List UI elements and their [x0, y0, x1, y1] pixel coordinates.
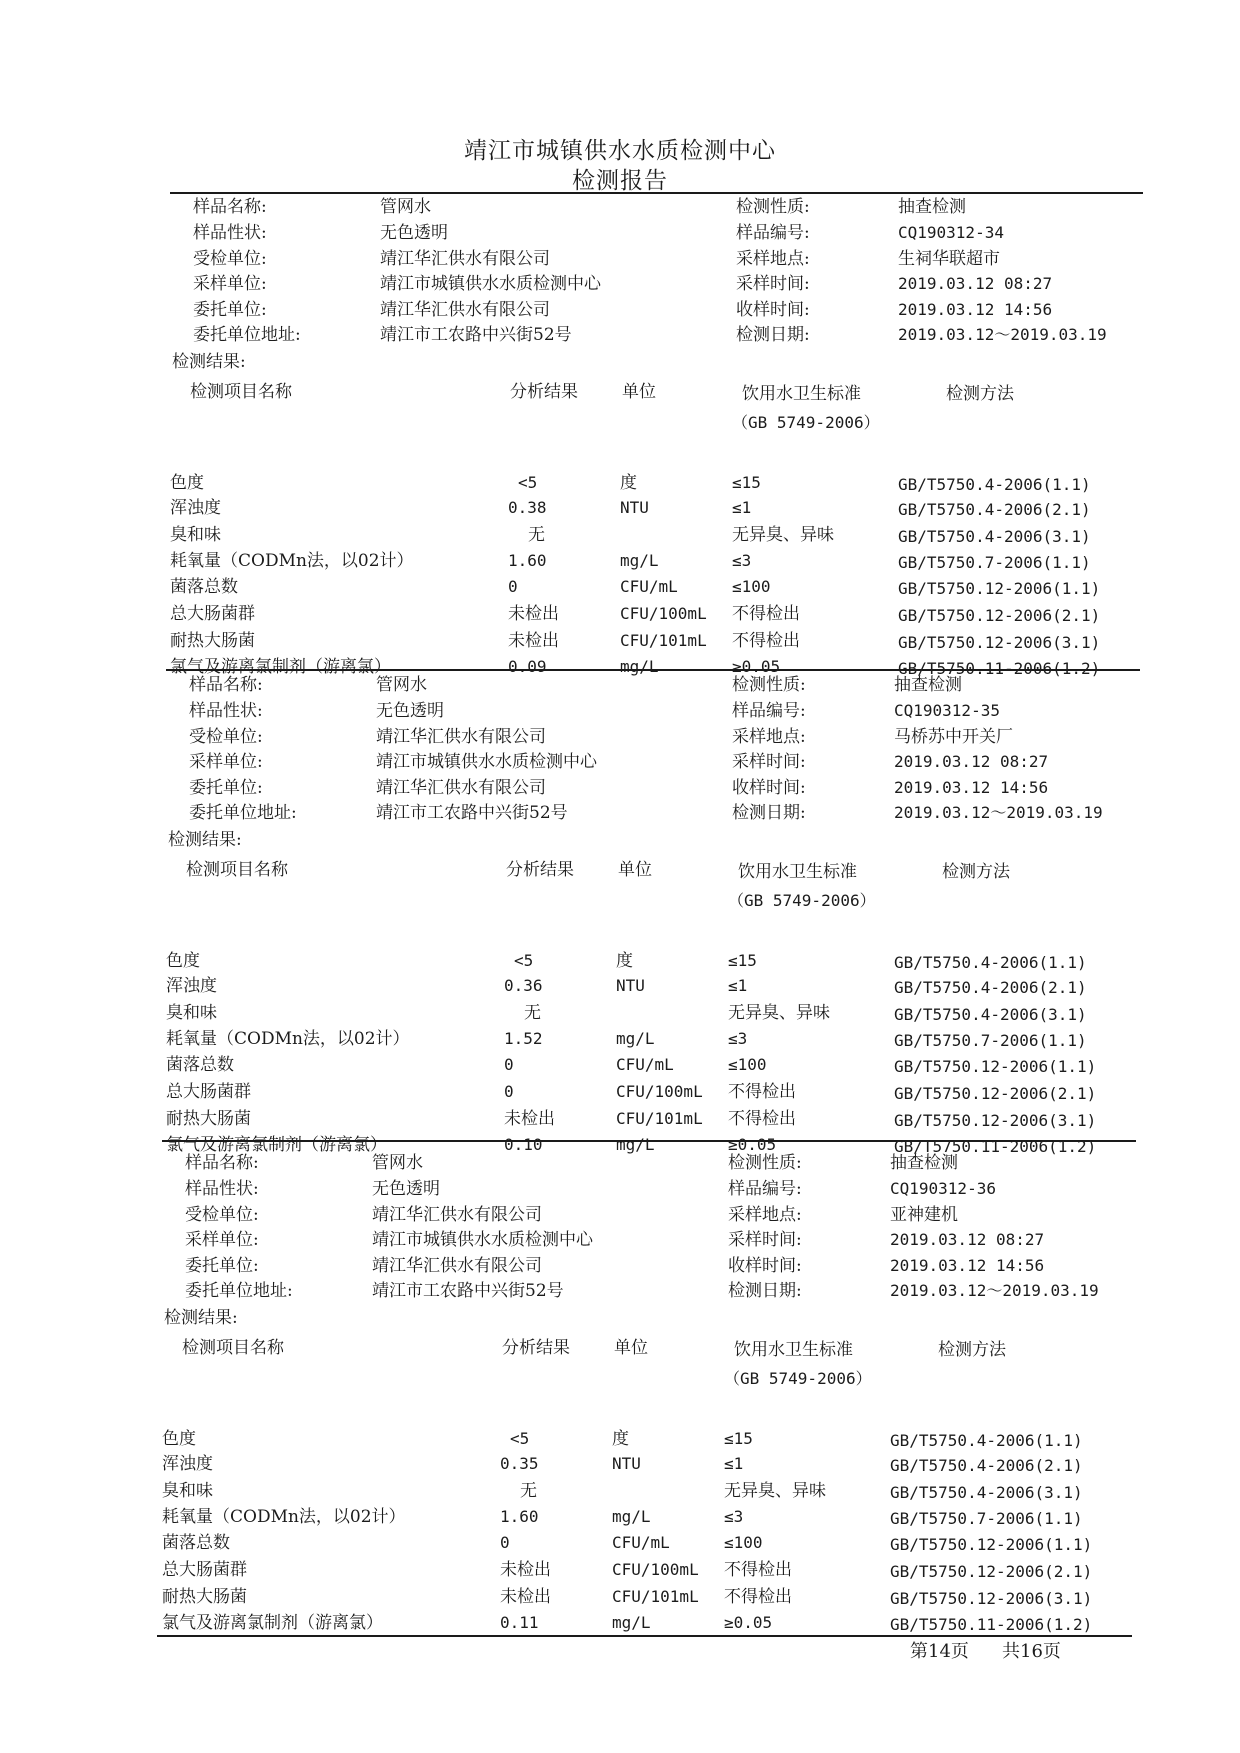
sampling-unit-value: 靖江市城镇供水水质检测中心: [380, 274, 601, 294]
result-value: 未检出: [508, 631, 559, 651]
sample-name-label: 样品名称:: [189, 675, 263, 695]
result-unit: NTU: [612, 1454, 641, 1473]
report-organization: 靖江市城镇供水水质检测中心: [464, 138, 776, 164]
result-standard: 不得检出: [724, 1587, 792, 1607]
column-header-item: 检测项目名称: [182, 1338, 284, 1358]
result-standard: ≤1: [728, 976, 748, 995]
sample-state-value: 无色透明: [376, 701, 444, 721]
result-value: 未检出: [504, 1109, 555, 1129]
sampling-site-value: 生祠华联超市: [898, 249, 1000, 269]
result-method: GB/T5750.4-2006(1.1): [894, 953, 1087, 972]
sample-section: [166, 672, 1146, 1156]
result-item-name: 浑浊度: [170, 498, 221, 518]
result-item-name: 总大肠菌群: [166, 1082, 251, 1102]
result-standard: ≤3: [724, 1507, 744, 1526]
result-value: 0.38: [508, 498, 547, 517]
sample-section: [162, 1150, 1142, 1634]
result-standard: 不得检出: [732, 604, 800, 624]
test-nature-label: 检测性质:: [732, 675, 806, 695]
result-value: 0: [504, 1055, 514, 1074]
sampling-time-label: 采样时间:: [732, 752, 806, 772]
result-standard: ≤100: [728, 1055, 767, 1074]
result-method: GB/T5750.4-2006(3.1): [894, 1005, 1087, 1024]
result-method: GB/T5750.4-2006(1.1): [890, 1431, 1083, 1450]
result-method: GB/T5750.11-2006(1.2): [894, 1137, 1097, 1156]
column-header-method: 检测方法: [942, 862, 1010, 882]
result-unit: CFU/mL: [616, 1055, 674, 1074]
result-standard: 不得检出: [724, 1560, 792, 1580]
result-item-name: 总大肠菌群: [170, 604, 255, 624]
result-method: GB/T5750.12-2006(3.1): [898, 633, 1101, 652]
result-unit: mg/L: [620, 657, 659, 676]
column-header-standard: 饮用水卫生标准: [734, 1340, 853, 1360]
result-value: 未检出: [500, 1560, 551, 1580]
result-standard: ≤15: [728, 951, 757, 970]
result-standard: ≤3: [732, 551, 752, 570]
page-number: 第14页: [910, 1641, 969, 1662]
result-value: 无: [524, 1003, 541, 1023]
sampling-site-label: 采样地点:: [736, 249, 810, 269]
result-method: GB/T5750.7-2006(1.1): [898, 553, 1091, 572]
result-value: 0.09: [508, 657, 547, 676]
result-method: GB/T5750.12-2006(3.1): [894, 1111, 1097, 1130]
sample-name-label: 样品名称:: [185, 1153, 259, 1173]
sample-number-value: CQ190312-36: [890, 1179, 996, 1198]
receive-time-label: 收样时间:: [736, 300, 810, 320]
result-standard: ≥0.05: [728, 1135, 777, 1154]
result-standard: ≤15: [724, 1429, 753, 1448]
result-value: 0.35: [500, 1454, 539, 1473]
sample-state-label: 样品性状:: [193, 223, 267, 243]
client-label: 委托单位:: [189, 778, 263, 798]
result-standard: 无异臭、异味: [724, 1481, 826, 1501]
result-item-name: 氯气及游离氯制剂（游离氯）: [166, 1135, 387, 1155]
result-standard: ≥0.05: [732, 657, 781, 676]
inspected-unit-value: 靖江华汇供水有限公司: [372, 1205, 542, 1225]
result-item-name: 色度: [162, 1429, 196, 1449]
result-standard: ≤15: [732, 473, 761, 492]
column-header-method: 检测方法: [946, 384, 1014, 404]
client-value: 靖江华汇供水有限公司: [380, 300, 550, 320]
results-label: 检测结果:: [164, 1308, 238, 1328]
client-value: 靖江华汇供水有限公司: [372, 1256, 542, 1276]
result-value: <5: [510, 1429, 530, 1448]
result-item-name: 氯气及游离氯制剂（游离氯）: [162, 1613, 383, 1633]
result-item-name: 耗氧量（CODMn法，以02计）: [162, 1507, 406, 1527]
result-method: GB/T5750.12-2006(2.1): [890, 1562, 1093, 1581]
bottom-rule: [157, 1635, 1132, 1637]
result-unit: 度: [620, 473, 637, 493]
sample-number-value: CQ190312-35: [894, 701, 1000, 720]
result-standard: 不得检出: [728, 1109, 796, 1129]
sampling-site-label: 采样地点:: [732, 727, 806, 747]
result-item-name: 臭和味: [162, 1481, 213, 1501]
result-standard: 无异臭、异味: [732, 525, 834, 545]
test-nature-value: 抽查检测: [890, 1153, 958, 1173]
result-value: 0.36: [504, 976, 543, 995]
result-value: 1.60: [500, 1507, 539, 1526]
column-header-method: 检测方法: [938, 1340, 1006, 1360]
sample-number-label: 样品编号:: [736, 223, 810, 243]
result-method: GB/T5750.4-2006(2.1): [898, 500, 1091, 519]
result-standard: 不得检出: [728, 1082, 796, 1102]
client-address-label: 委托单位地址:: [185, 1281, 293, 1301]
column-header-result: 分析结果: [510, 382, 578, 402]
result-item-name: 菌落总数: [166, 1055, 234, 1075]
sampling-site-label: 采样地点:: [728, 1205, 802, 1225]
result-unit: CFU/mL: [620, 577, 678, 596]
receive-time-label: 收样时间:: [728, 1256, 802, 1276]
result-method: GB/T5750.7-2006(1.1): [890, 1509, 1083, 1528]
column-header-unit: 单位: [614, 1338, 648, 1358]
sample-state-label: 样品性状:: [185, 1179, 259, 1199]
result-unit: mg/L: [612, 1507, 651, 1526]
test-nature-label: 检测性质:: [736, 197, 810, 217]
result-value: <5: [518, 473, 538, 492]
result-method: GB/T5750.12-2006(3.1): [890, 1589, 1093, 1608]
result-value: <5: [514, 951, 534, 970]
result-unit: mg/L: [616, 1029, 655, 1048]
result-item-name: 耗氧量（CODMn法，以02计）: [166, 1029, 410, 1049]
client-value: 靖江华汇供水有限公司: [376, 778, 546, 798]
sample-name-value: 管网水: [376, 675, 427, 695]
result-unit: CFU/101mL: [620, 631, 707, 650]
result-unit: 度: [616, 951, 633, 971]
result-value: 无: [528, 525, 545, 545]
column-header-result: 分析结果: [502, 1338, 570, 1358]
column-header-standard-sub: （GB 5749-2006）: [728, 891, 876, 910]
sample-name-value: 管网水: [380, 197, 431, 217]
result-method: GB/T5750.4-2006(2.1): [894, 978, 1087, 997]
result-method: GB/T5750.12-2006(1.1): [898, 579, 1101, 598]
test-date-label: 检测日期:: [732, 803, 806, 823]
result-standard: ≤1: [732, 498, 752, 517]
inspected-unit-label: 受检单位:: [185, 1205, 259, 1225]
sampling-time-value: 2019.03.12 08:27: [898, 274, 1053, 293]
result-standard: ≥0.05: [724, 1613, 773, 1632]
result-item-name: 耐热大肠菌: [162, 1587, 247, 1607]
result-unit: CFU/101mL: [612, 1587, 699, 1606]
column-header-result: 分析结果: [506, 860, 574, 880]
column-header-unit: 单位: [618, 860, 652, 880]
sampling-unit-value: 靖江市城镇供水水质检测中心: [372, 1230, 593, 1250]
result-standard: 无异臭、异味: [728, 1003, 830, 1023]
sample-number-label: 样品编号:: [728, 1179, 802, 1199]
result-value: 1.52: [504, 1029, 543, 1048]
result-standard: ≤100: [732, 577, 771, 596]
result-value: 未检出: [500, 1587, 551, 1607]
client-address-value: 靖江市工农路中兴街52号: [380, 325, 572, 345]
result-standard: ≤3: [728, 1029, 748, 1048]
sampling-unit-value: 靖江市城镇供水水质检测中心: [376, 752, 597, 772]
result-value: 1.60: [508, 551, 547, 570]
result-value: 0.11: [500, 1613, 539, 1632]
result-item-name: 色度: [170, 473, 204, 493]
result-standard: 不得检出: [732, 631, 800, 651]
result-method: GB/T5750.4-2006(2.1): [890, 1456, 1083, 1475]
result-unit: CFU/100mL: [620, 604, 707, 623]
result-standard: ≤1: [724, 1454, 744, 1473]
result-item-name: 浑浊度: [162, 1454, 213, 1474]
result-method: GB/T5750.7-2006(1.1): [894, 1031, 1087, 1050]
result-value: 0.10: [504, 1135, 543, 1154]
sampling-unit-label: 采样单位:: [185, 1230, 259, 1250]
inspected-unit-value: 靖江华汇供水有限公司: [380, 249, 550, 269]
result-item-name: 色度: [166, 951, 200, 971]
result-unit: 度: [612, 1429, 629, 1449]
result-value: 0: [504, 1082, 514, 1101]
result-item-name: 菌落总数: [170, 577, 238, 597]
result-item-name: 浑浊度: [166, 976, 217, 996]
sample-number-label: 样品编号:: [732, 701, 806, 721]
client-label: 委托单位:: [185, 1256, 259, 1276]
result-unit: mg/L: [612, 1613, 651, 1632]
sample-state-value: 无色透明: [380, 223, 448, 243]
result-standard: ≤100: [724, 1533, 763, 1552]
column-header-standard-sub: （GB 5749-2006）: [724, 1369, 872, 1388]
result-item-name: 菌落总数: [162, 1533, 230, 1553]
sampling-unit-label: 采样单位:: [193, 274, 267, 294]
result-value: 0: [508, 577, 518, 596]
result-item-name: 耐热大肠菌: [170, 631, 255, 651]
result-method: GB/T5750.12-2006(2.1): [898, 606, 1101, 625]
sampling-time-label: 采样时间:: [736, 274, 810, 294]
result-item-name: 臭和味: [170, 525, 221, 545]
receive-time-value: 2019.03.12 14:56: [898, 300, 1053, 319]
result-item-name: 总大肠菌群: [162, 1560, 247, 1580]
result-unit: CFU/mL: [612, 1533, 670, 1552]
result-unit: NTU: [616, 976, 645, 995]
column-header-item: 检测项目名称: [186, 860, 288, 880]
result-unit: CFU/100mL: [612, 1560, 699, 1579]
client-label: 委托单位:: [193, 300, 267, 320]
result-item-name: 臭和味: [166, 1003, 217, 1023]
result-method: GB/T5750.12-2006(2.1): [894, 1084, 1097, 1103]
column-header-standard-sub: （GB 5749-2006）: [732, 413, 880, 432]
sample-number-value: CQ190312-34: [898, 223, 1004, 242]
sampling-time-value: 2019.03.12 08:27: [890, 1230, 1045, 1249]
result-unit: mg/L: [616, 1135, 655, 1154]
result-method: GB/T5750.12-2006(1.1): [890, 1535, 1093, 1554]
result-item-name: 耗氧量（CODMn法，以02计）: [170, 551, 414, 571]
test-nature-label: 检测性质:: [728, 1153, 802, 1173]
result-unit: mg/L: [620, 551, 659, 570]
test-date-value: 2019.03.12～2019.03.19: [894, 803, 1103, 822]
client-address-value: 靖江市工农路中兴街52号: [372, 1281, 564, 1301]
sampling-site-value: 马桥苏中开关厂: [894, 727, 1013, 747]
result-method: GB/T5750.4-2006(3.1): [898, 527, 1091, 546]
sample-state-label: 样品性状:: [189, 701, 263, 721]
client-address-label: 委托单位地址:: [189, 803, 297, 823]
inspected-unit-label: 受检单位:: [189, 727, 263, 747]
sampling-time-label: 采样时间:: [728, 1230, 802, 1250]
sample-name-value: 管网水: [372, 1153, 423, 1173]
receive-time-value: 2019.03.12 14:56: [894, 778, 1049, 797]
inspected-unit-value: 靖江华汇供水有限公司: [376, 727, 546, 747]
inspected-unit-label: 受检单位:: [193, 249, 267, 269]
sampling-site-value: 亚神建机: [890, 1205, 958, 1225]
result-item-name: 氯气及游离氯制剂（游离氯）: [170, 657, 391, 677]
result-item-name: 耐热大肠菌: [166, 1109, 251, 1129]
result-value: 0: [500, 1533, 510, 1552]
test-date-label: 检测日期:: [728, 1281, 802, 1301]
column-header-standard: 饮用水卫生标准: [738, 862, 857, 882]
sample-section: [170, 194, 1150, 678]
sampling-time-value: 2019.03.12 08:27: [894, 752, 1049, 771]
test-date-value: 2019.03.12～2019.03.19: [898, 325, 1107, 344]
test-date-label: 检测日期:: [736, 325, 810, 345]
client-address-value: 靖江市工农路中兴街52号: [376, 803, 568, 823]
results-label: 检测结果:: [168, 830, 242, 850]
result-unit: CFU/101mL: [616, 1109, 703, 1128]
column-header-standard: 饮用水卫生标准: [742, 384, 861, 404]
client-address-label: 委托单位地址:: [193, 325, 301, 345]
page-total: 共16页: [1002, 1641, 1061, 1662]
result-value: 无: [520, 1481, 537, 1501]
result-unit: CFU/100mL: [616, 1082, 703, 1101]
receive-time-value: 2019.03.12 14:56: [890, 1256, 1045, 1275]
sample-state-value: 无色透明: [372, 1179, 440, 1199]
result-method: GB/T5750.11-2006(1.2): [890, 1615, 1093, 1634]
test-nature-value: 抽查检测: [894, 675, 962, 695]
result-method: GB/T5750.4-2006(1.1): [898, 475, 1091, 494]
sample-name-label: 样品名称:: [193, 197, 267, 217]
column-header-unit: 单位: [622, 382, 656, 402]
test-date-value: 2019.03.12～2019.03.19: [890, 1281, 1099, 1300]
result-unit: NTU: [620, 498, 649, 517]
result-method: GB/T5750.11-2006(1.2): [898, 659, 1101, 678]
column-header-item: 检测项目名称: [190, 382, 292, 402]
receive-time-label: 收样时间:: [732, 778, 806, 798]
report-title: 检测报告: [572, 168, 668, 194]
result-method: GB/T5750.4-2006(3.1): [890, 1483, 1083, 1502]
result-value: 未检出: [508, 604, 559, 624]
sampling-unit-label: 采样单位:: [189, 752, 263, 772]
test-nature-value: 抽查检测: [898, 197, 966, 217]
result-method: GB/T5750.12-2006(1.1): [894, 1057, 1097, 1076]
results-label: 检测结果:: [172, 352, 246, 372]
